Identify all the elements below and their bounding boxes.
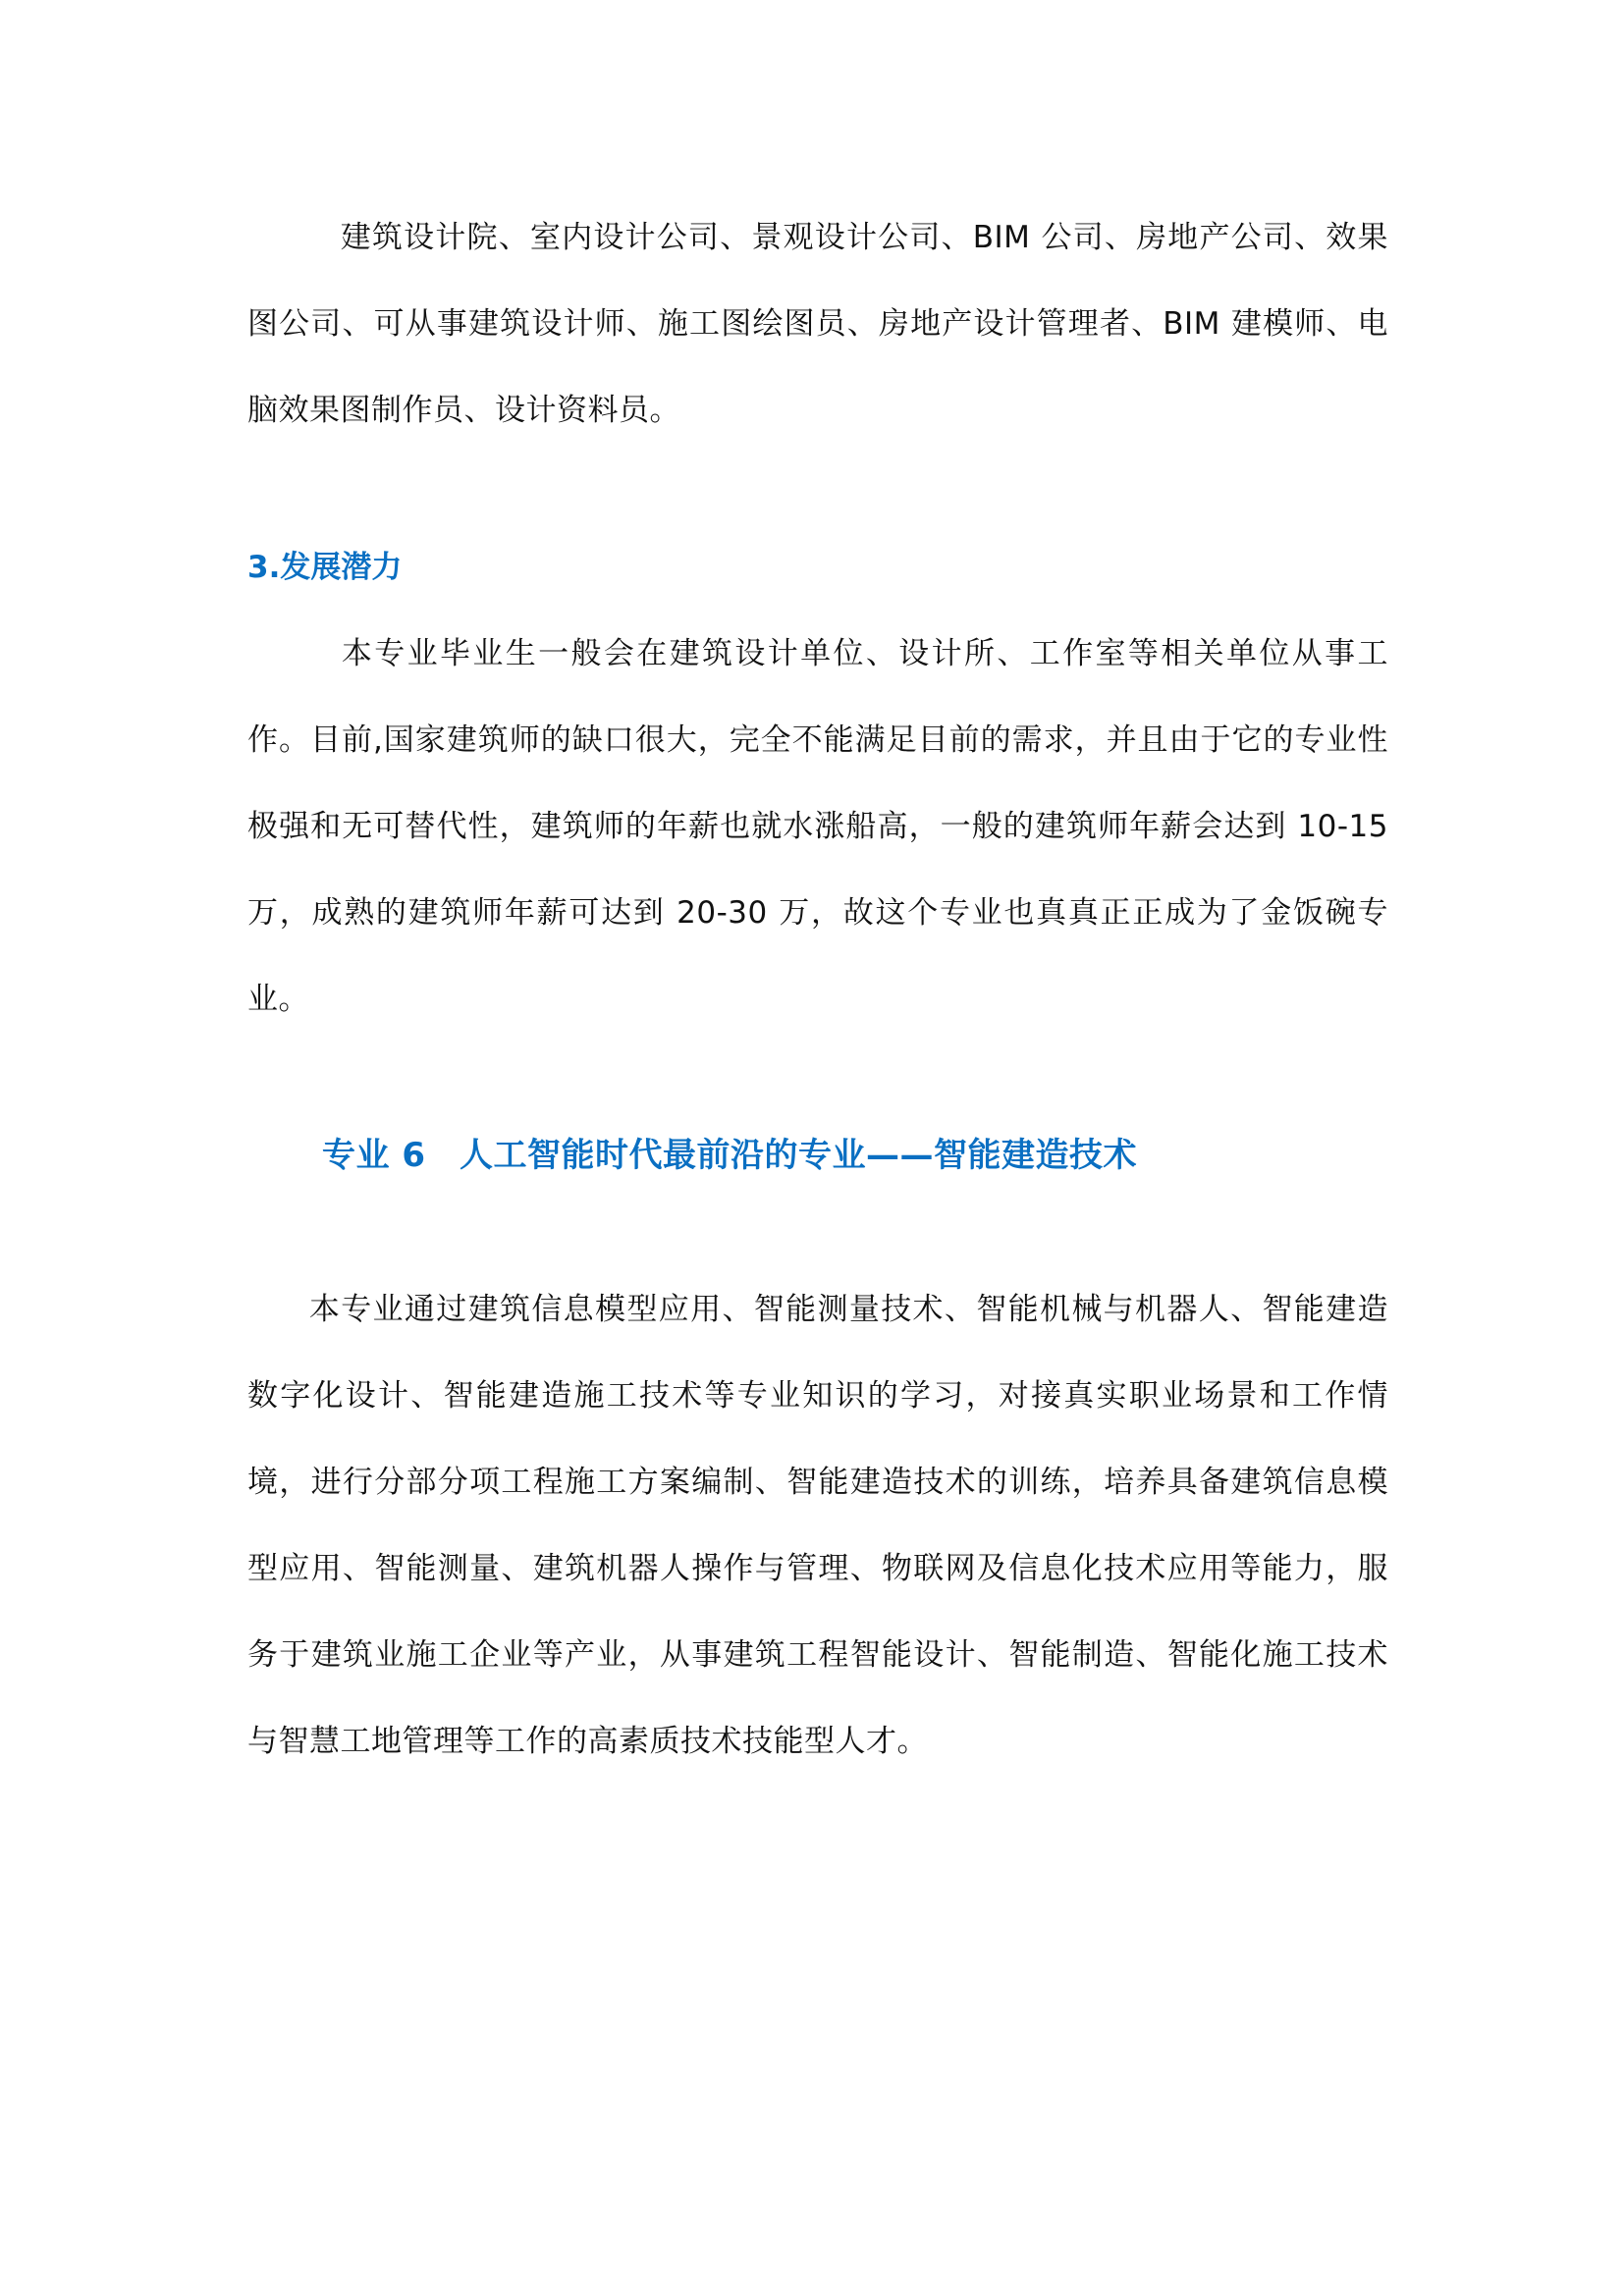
major-6-heading: 专业 6 人工智能时代最前沿的专业——智能建造技术 xyxy=(322,1136,1137,1175)
career-paragraph xyxy=(247,194,1388,454)
major-6-description-text: 本专业通过建筑信息模型应用、智能测量技术、智能机械与机器人、智能建造数字化设计、智能建造施工技术等专业知识的学习，对接真实职业场景和工作情境，进行分部分项工程施工方案编制、智能建造技术的训练，培养具备建筑信息模型应用、智能测量、建筑机器人操作与管理、物联网及信息化技术应用等能力，服务于建筑业施工企业等产业，从事建筑工程智能设计、智能制造、智能化施工技术与智慧工地管理等工作的高素质技术技能型人才。 xyxy=(247,1292,1388,1759)
development-potential-paragraph xyxy=(247,611,1388,1042)
major-6-description-paragraph xyxy=(247,1266,1388,1785)
development-potential-text: 本专业毕业生一般会在建筑设计单位、设计所、工作室等相关单位从事工作。目前,国家建筑师的缺口很大，完全不能满足目前的需求，并且由于它的专业性极强和无可替代性，建筑师的年薪也就水涨船高，一般的建筑师年薪会达到 10-15 万，成熟的建筑师年薪可达到 20-30 万，故这个专业也真真正正成为了金饭碗专业。 xyxy=(247,636,1388,1017)
section-heading-development-potential: 3.发展潜力 xyxy=(247,550,403,585)
career-paragraph-text: 建筑设计院、室内设计公司、景观设计公司、BIM 公司、房地产公司、效果图公司、可从事建筑设计师、施工图绘图员、房地产设计管理者、BIM 建模师、电脑效果图制作员、设计资料员。 xyxy=(247,220,1388,428)
